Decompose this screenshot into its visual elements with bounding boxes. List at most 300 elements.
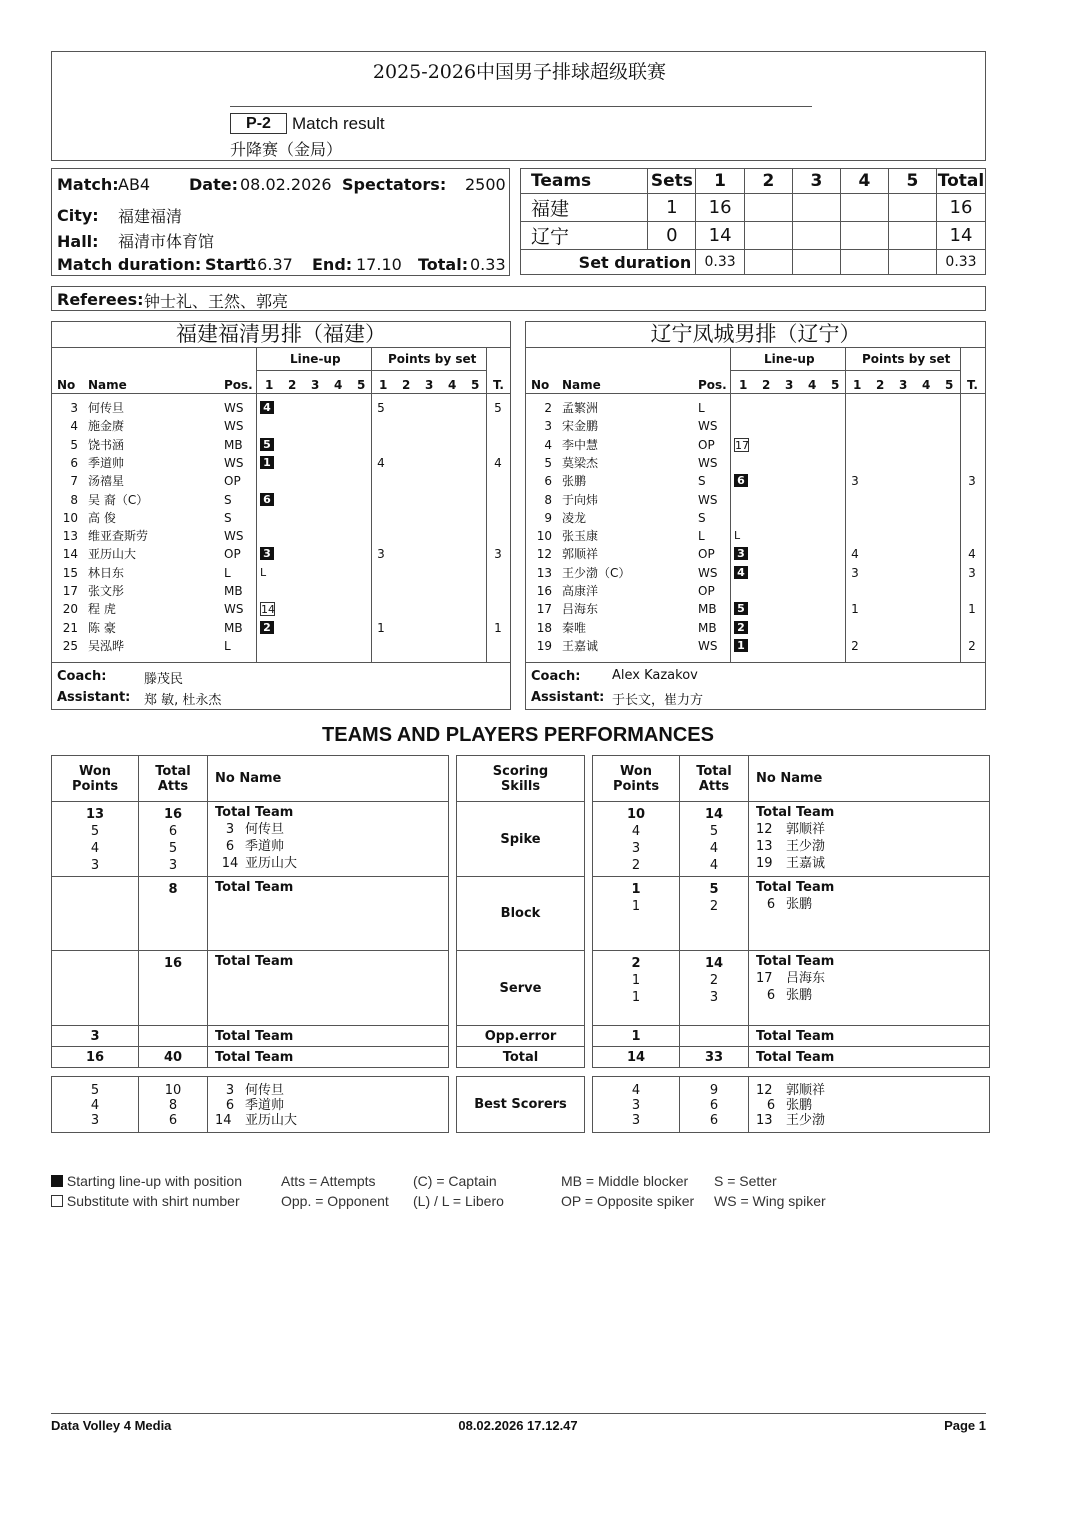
spike-atts-cell xyxy=(139,802,208,877)
best-scorers-b-row xyxy=(593,1077,990,1133)
team-a-set2 xyxy=(744,194,792,222)
player-row xyxy=(52,564,510,582)
lineup-set1-badge: 5 xyxy=(734,602,748,615)
player-no: 19 xyxy=(536,638,552,653)
player-no: 3 xyxy=(544,419,552,434)
perf-a-opp-error xyxy=(52,1026,449,1047)
player-no: 3 xyxy=(70,401,78,415)
perf-b-spike xyxy=(593,802,990,877)
block-won-cell xyxy=(593,877,680,951)
player-no: 5 xyxy=(544,455,552,470)
lineup-set1-badge: 2 xyxy=(734,621,748,634)
coach-label: Coach: xyxy=(531,669,581,684)
player-name: 张鹏 xyxy=(562,474,587,489)
points-set-3-header: 3 xyxy=(899,378,908,392)
player-pos: L xyxy=(698,529,705,544)
serve-atts-team: 14 xyxy=(704,956,724,971)
match-label: Match: xyxy=(57,175,119,194)
player-row xyxy=(526,600,985,618)
footer-right: Page 1 xyxy=(944,1418,986,1433)
player-name: 季道帅 xyxy=(245,1098,285,1113)
spike-won-p3: 3 xyxy=(90,858,100,873)
footer-rule xyxy=(51,1413,986,1414)
team-a-short-name: 福建 xyxy=(521,194,648,222)
player-name: 凌龙 xyxy=(562,510,587,525)
legend-starting xyxy=(51,1173,242,1189)
city-label: City: xyxy=(57,206,99,225)
player-name: 郭顺祥 xyxy=(562,547,599,562)
player-pos: OP xyxy=(224,547,241,562)
spike-atts-p3: 3 xyxy=(168,858,178,873)
player-name: 吴泓晔 xyxy=(88,638,125,653)
referees-box xyxy=(51,286,986,311)
player-name: 维亚查斯劳 xyxy=(88,529,149,544)
date-value: 08.02.2026 xyxy=(240,175,332,194)
report-type: Match result xyxy=(292,114,385,133)
lineup-set1-badge: 5 xyxy=(260,438,274,451)
player-name: 亚历山大 xyxy=(88,547,137,562)
perf-b-opp-error xyxy=(593,1026,990,1047)
best-a-atts-2: 8 xyxy=(168,1098,178,1113)
serve-won-p2: 1 xyxy=(631,990,641,1005)
player-name: 亚历山大 xyxy=(245,1113,298,1128)
player-no: 8 xyxy=(544,492,552,507)
total-label: Total: xyxy=(418,255,469,274)
start-value: 16.37 xyxy=(247,255,293,274)
spike-player-2 xyxy=(215,838,448,855)
points-set1: 2 xyxy=(851,638,859,653)
best-scorers-a-row xyxy=(52,1077,449,1133)
lineup-set1-badge: 1 xyxy=(260,456,274,469)
lineup-set-3-header: 3 xyxy=(311,378,320,392)
best-a-players xyxy=(208,1077,449,1133)
player-row xyxy=(52,509,510,527)
coach-rule xyxy=(52,662,510,663)
won-points-header xyxy=(52,756,139,802)
lineup-subheader-rule xyxy=(256,370,486,371)
points-total: 3 xyxy=(494,547,502,562)
legend-ws: WS = Wing spiker xyxy=(714,1193,826,1209)
best-a-won xyxy=(52,1077,139,1133)
skill-total-row xyxy=(457,1047,585,1068)
player-no: 12 xyxy=(756,1083,773,1098)
opp-error-total-team: Total Team xyxy=(208,1026,449,1047)
player-pos: S xyxy=(698,474,706,489)
player-row xyxy=(52,491,510,509)
points-set1: 1 xyxy=(851,602,859,617)
skill-spike: Spike xyxy=(457,802,585,877)
serve-won-cell xyxy=(52,951,139,1026)
player-name: 吴 裔（C） xyxy=(88,492,149,507)
points-by-set-header: Points by set xyxy=(862,352,951,366)
opp-error-won: 1 xyxy=(593,1026,680,1047)
serve-player-2 xyxy=(756,987,989,1004)
serve-won-team: 2 xyxy=(631,956,641,971)
player-no: 9 xyxy=(544,510,552,525)
best-b-won xyxy=(593,1077,680,1133)
player-name: 张鹏 xyxy=(786,1098,813,1113)
spike-players-cell xyxy=(208,802,449,877)
pos-header: Pos. xyxy=(698,378,727,392)
points-total: 2 xyxy=(968,638,976,653)
lineup-set1-badge: 6 xyxy=(734,474,748,487)
team-b-set4 xyxy=(840,222,888,250)
lineup-set-1-header: 1 xyxy=(265,378,274,392)
player-name: 王少渤 xyxy=(786,1113,826,1128)
perf-a-total xyxy=(52,1047,449,1068)
player-row xyxy=(52,582,510,600)
spike-atts-p2: 5 xyxy=(168,841,178,856)
player-name: 季道帅 xyxy=(88,455,125,470)
player-row xyxy=(526,527,985,545)
player-pos: S xyxy=(698,510,706,525)
player-row xyxy=(526,637,985,655)
best-a-won-2: 4 xyxy=(90,1098,100,1113)
block-won-p1: 1 xyxy=(631,899,641,914)
player-pos: WS xyxy=(224,529,244,544)
player-no: 13 xyxy=(756,1113,773,1128)
spike-won-p1: 4 xyxy=(631,824,641,839)
total-label: Total xyxy=(696,763,732,779)
player-pos: WS xyxy=(698,419,718,434)
lineup-set-5-header: 5 xyxy=(357,378,366,392)
lineup-set-4-header: 4 xyxy=(334,378,343,392)
results-header-row xyxy=(521,169,986,194)
player-no: 3 xyxy=(225,1083,235,1098)
player-pos: MB xyxy=(698,602,717,617)
filled-square-icon xyxy=(51,1175,63,1187)
best-b-won-1: 4 xyxy=(631,1083,641,1098)
serve-player-1 xyxy=(756,970,989,987)
footer-left: Data Volley 4 Media xyxy=(51,1418,172,1433)
spike-won-p2: 3 xyxy=(631,841,641,856)
block-players-cell xyxy=(208,877,449,951)
total-atts: 33 xyxy=(680,1047,749,1068)
player-no: 3 xyxy=(225,822,235,837)
block-won-cell xyxy=(52,877,139,951)
skills-table xyxy=(456,755,585,1068)
player-no: 13 xyxy=(62,529,78,544)
spike-atts-p3: 4 xyxy=(709,858,719,873)
team-b-sets: 0 xyxy=(648,222,696,250)
block-atts-p1: 2 xyxy=(709,899,719,914)
end-value: 17.10 xyxy=(356,255,402,274)
date-label: Date: xyxy=(189,175,238,194)
legend-substitute xyxy=(51,1193,240,1209)
points-label: Points xyxy=(612,778,660,794)
set5-duration xyxy=(888,250,936,275)
player-name: 何传旦 xyxy=(88,401,125,415)
total-duration: 0.33 xyxy=(936,250,985,275)
lineup-header: Line-up xyxy=(764,352,815,366)
team-b-short-name: 辽宁 xyxy=(521,222,648,250)
player-name: 高康洋 xyxy=(562,584,599,598)
player-pos: OP xyxy=(698,437,715,452)
points-by-set-header: Points by set xyxy=(388,352,477,366)
total-won: 14 xyxy=(593,1047,680,1068)
points-set-1-header: 1 xyxy=(853,378,862,392)
best-scorers-label-table xyxy=(456,1076,585,1133)
total-total-team: Total Team xyxy=(208,1047,449,1068)
player-no: 7 xyxy=(70,474,78,489)
team-a-best-scorers xyxy=(51,1076,449,1133)
points-set-3-header: 3 xyxy=(425,378,434,392)
coach-rule xyxy=(526,662,985,663)
player-row xyxy=(52,545,510,563)
best-b-won-3: 3 xyxy=(631,1113,641,1128)
best-b-player-1 xyxy=(756,1083,989,1098)
player-no: 21 xyxy=(62,620,78,635)
points-set-2-header: 2 xyxy=(402,378,411,392)
spectators-value: 2500 xyxy=(465,175,506,194)
lineup-set1-badge: 4 xyxy=(734,566,748,579)
opp-error-total-team: Total Team xyxy=(749,1026,990,1047)
spike-atts-p1: 6 xyxy=(168,824,178,839)
match-info-box xyxy=(51,168,510,276)
legend-atts: Atts = Attempts xyxy=(281,1173,376,1189)
scoring-skills-header xyxy=(457,756,585,802)
skill-spike-row xyxy=(457,802,585,877)
team-a-set5 xyxy=(888,194,936,222)
report-subtitle: 升降赛（金局） xyxy=(230,140,343,159)
team-a-name: 福建福清男排（福建） xyxy=(52,322,510,348)
player-pos: WS xyxy=(224,401,244,415)
player-row xyxy=(526,436,985,454)
atts-label: Atts xyxy=(698,778,730,794)
legend-starting-text: Starting line-up with position xyxy=(66,1173,242,1189)
results-col-set1: 1 xyxy=(696,169,745,194)
player-no: 2 xyxy=(544,401,552,415)
player-no: 15 xyxy=(62,565,78,580)
player-pos: MB xyxy=(698,620,717,635)
serve-won-team xyxy=(52,955,138,972)
player-name: 施金赓 xyxy=(88,419,125,434)
team-b-name: 辽宁凤城男排（辽宁） xyxy=(526,322,985,348)
perf-a-spike xyxy=(52,802,449,877)
points-set-5-header: 5 xyxy=(945,378,954,392)
player-pos: OP xyxy=(698,547,715,562)
player-row xyxy=(526,472,985,490)
skill-opp-error-row xyxy=(457,1026,585,1047)
set1-duration: 0.33 xyxy=(696,250,745,275)
perf-a-serve xyxy=(52,951,449,1026)
legend-s: S = Setter xyxy=(714,1173,777,1189)
lineup-set-4-header: 4 xyxy=(808,378,817,392)
spike-atts-p2: 4 xyxy=(709,841,719,856)
player-no: 19 xyxy=(756,856,773,871)
player-pos: L xyxy=(224,565,231,580)
serve-atts-cell xyxy=(139,951,208,1026)
player-pos: MB xyxy=(224,620,243,635)
player-row xyxy=(52,454,510,472)
skills-label: Skills xyxy=(500,778,541,794)
team-b-total: 14 xyxy=(936,222,985,250)
points-total: 1 xyxy=(968,602,976,617)
player-name: 郭顺祥 xyxy=(786,1083,826,1098)
legend-opp: Opp. = Opponent xyxy=(281,1193,389,1209)
player-no: 20 xyxy=(62,602,78,617)
player-row xyxy=(526,564,985,582)
best-b-atts-1: 9 xyxy=(709,1083,719,1098)
legend-captain: (C) = Captain xyxy=(413,1173,497,1189)
block-atts-cell xyxy=(680,877,749,951)
total-total-team: Total Team xyxy=(749,1047,990,1068)
best-b-atts xyxy=(680,1077,749,1133)
spike-atts-p1: 5 xyxy=(709,824,719,839)
team-a-performance-table xyxy=(51,755,449,1068)
header-box xyxy=(51,51,986,161)
player-name: 孟繁洲 xyxy=(562,401,599,415)
hall-value: 福清市体育馆 xyxy=(118,232,215,251)
team-a-player-rows xyxy=(52,399,510,661)
player-row xyxy=(52,417,510,435)
best-a-player-2 xyxy=(215,1098,448,1113)
assistant-label: Assistant: xyxy=(57,690,131,705)
block-won-team: 1 xyxy=(631,882,641,897)
spike-player-1 xyxy=(215,821,448,838)
skill-block-row xyxy=(457,877,585,951)
won-points-header xyxy=(593,756,680,802)
set-duration-label: Set duration xyxy=(521,250,696,275)
lineup-set1-badge: 1 xyxy=(734,639,748,652)
results-row-team-b xyxy=(521,222,986,250)
team-a-set3 xyxy=(792,194,840,222)
player-no: 8 xyxy=(70,492,78,507)
lineup-set1-badge: 14 xyxy=(261,603,275,617)
assistant-label: Assistant: xyxy=(531,690,605,705)
points-total: 4 xyxy=(494,455,502,470)
player-row xyxy=(526,491,985,509)
perf-b-total xyxy=(593,1047,990,1068)
best-a-player-1 xyxy=(215,1083,448,1098)
spike-player-3 xyxy=(756,855,989,872)
player-no: 4 xyxy=(70,419,78,434)
player-row xyxy=(52,600,510,618)
points-total: 1 xyxy=(494,620,502,635)
best-b-won-2: 3 xyxy=(631,1098,641,1113)
points-set1: 3 xyxy=(851,565,859,580)
player-no: 6 xyxy=(766,1098,776,1113)
name-header: Name xyxy=(88,378,127,392)
legend-mb: MB = Middle blocker xyxy=(561,1173,689,1189)
points-set-5-header: 5 xyxy=(471,378,480,392)
player-pos: WS xyxy=(224,602,244,617)
skill-serve: Serve xyxy=(457,951,585,1026)
block-players-cell xyxy=(749,877,990,951)
results-col-set4: 4 xyxy=(840,169,888,194)
player-pos: MB xyxy=(224,584,243,598)
skills-header-row xyxy=(457,756,585,802)
block-total-team-label: Total Team xyxy=(756,880,835,895)
team-a-set4 xyxy=(840,194,888,222)
report-code: P-2 xyxy=(230,113,287,134)
player-name: 张鹏 xyxy=(786,897,813,912)
serve-atts-p1: 2 xyxy=(709,973,719,988)
referees-value: 钟士礼、王然、郭亮 xyxy=(144,292,289,311)
start-label: Start: xyxy=(205,255,257,274)
won-label: Won xyxy=(78,763,112,779)
player-no: 10 xyxy=(536,529,552,544)
spike-won-p1: 5 xyxy=(90,824,100,839)
best-a-atts-3: 6 xyxy=(168,1113,178,1128)
lineup-set1-badge: L xyxy=(734,529,741,543)
serve-won-cell xyxy=(593,951,680,1026)
perf-a-header xyxy=(52,756,449,802)
lineup-set-2-header: 2 xyxy=(288,378,297,392)
spike-atts-team: 16 xyxy=(163,807,183,822)
best-b-atts-2: 6 xyxy=(709,1098,719,1113)
atts-label: Atts xyxy=(157,778,189,794)
spectators-label: Spectators: xyxy=(342,175,447,194)
player-name: 王少渤（C） xyxy=(562,565,631,580)
player-no: 16 xyxy=(536,584,552,598)
player-name: 张玉康 xyxy=(562,529,599,544)
points-set-4-header: 4 xyxy=(922,378,931,392)
roster-header-rule xyxy=(526,393,985,394)
best-b-player-3 xyxy=(756,1113,989,1128)
lineup-set-1-header: 1 xyxy=(739,378,748,392)
skill-block: Block xyxy=(457,877,585,951)
team-a-coach: 滕茂民 xyxy=(144,672,184,687)
player-no: 14 xyxy=(62,547,78,562)
block-atts-team: 8 xyxy=(168,882,178,897)
team-b-roster xyxy=(525,321,986,710)
results-col-set2: 2 xyxy=(744,169,792,194)
opp-error-atts xyxy=(680,1026,749,1047)
best-a-player-3 xyxy=(215,1113,448,1128)
team-a-set1: 16 xyxy=(696,194,745,222)
player-name: 宋金鹏 xyxy=(562,419,599,434)
empty-square-icon xyxy=(51,1195,63,1207)
player-pos: WS xyxy=(698,455,718,470)
player-row xyxy=(52,527,510,545)
player-name: 林日东 xyxy=(88,565,125,580)
results-col-total: Total xyxy=(936,169,985,194)
player-no: 17 xyxy=(62,584,78,598)
city-value: 福建福清 xyxy=(118,207,183,226)
lineup-set1-badge: 2 xyxy=(260,621,274,634)
serve-atts-cell xyxy=(680,951,749,1026)
player-row xyxy=(52,399,510,417)
player-no: 12 xyxy=(536,547,552,562)
team-b-coach: Alex Kazakov xyxy=(612,668,698,683)
total-atts: 40 xyxy=(139,1047,208,1068)
spike-player-2 xyxy=(756,838,989,855)
results-col-teams: Teams xyxy=(521,169,648,194)
player-pos: WS xyxy=(698,492,718,507)
player-pos: L xyxy=(224,638,231,653)
no-header: No xyxy=(57,378,76,392)
team-b-set2 xyxy=(744,222,792,250)
player-name: 吕海东 xyxy=(786,971,826,986)
lineup-set1-badge: 3 xyxy=(260,547,274,560)
points-total: 5 xyxy=(494,401,502,415)
lineup-set1-badge: 6 xyxy=(260,493,274,506)
team-b-set3 xyxy=(792,222,840,250)
best-a-won-3: 3 xyxy=(90,1113,100,1128)
spike-won-team: 10 xyxy=(626,807,646,822)
legend-op: OP = Opposite spiker xyxy=(561,1193,695,1209)
player-name: 陈 豪 xyxy=(88,620,116,635)
player-pos: WS xyxy=(224,455,244,470)
player-row xyxy=(526,619,985,637)
serve-total-team-label: Total Team xyxy=(215,954,294,969)
hall-label: Hall: xyxy=(57,232,99,251)
block-atts-cell xyxy=(139,877,208,951)
skill-serve-row xyxy=(457,951,585,1026)
player-name: 秦唯 xyxy=(562,620,587,635)
points-total: 3 xyxy=(968,565,976,580)
